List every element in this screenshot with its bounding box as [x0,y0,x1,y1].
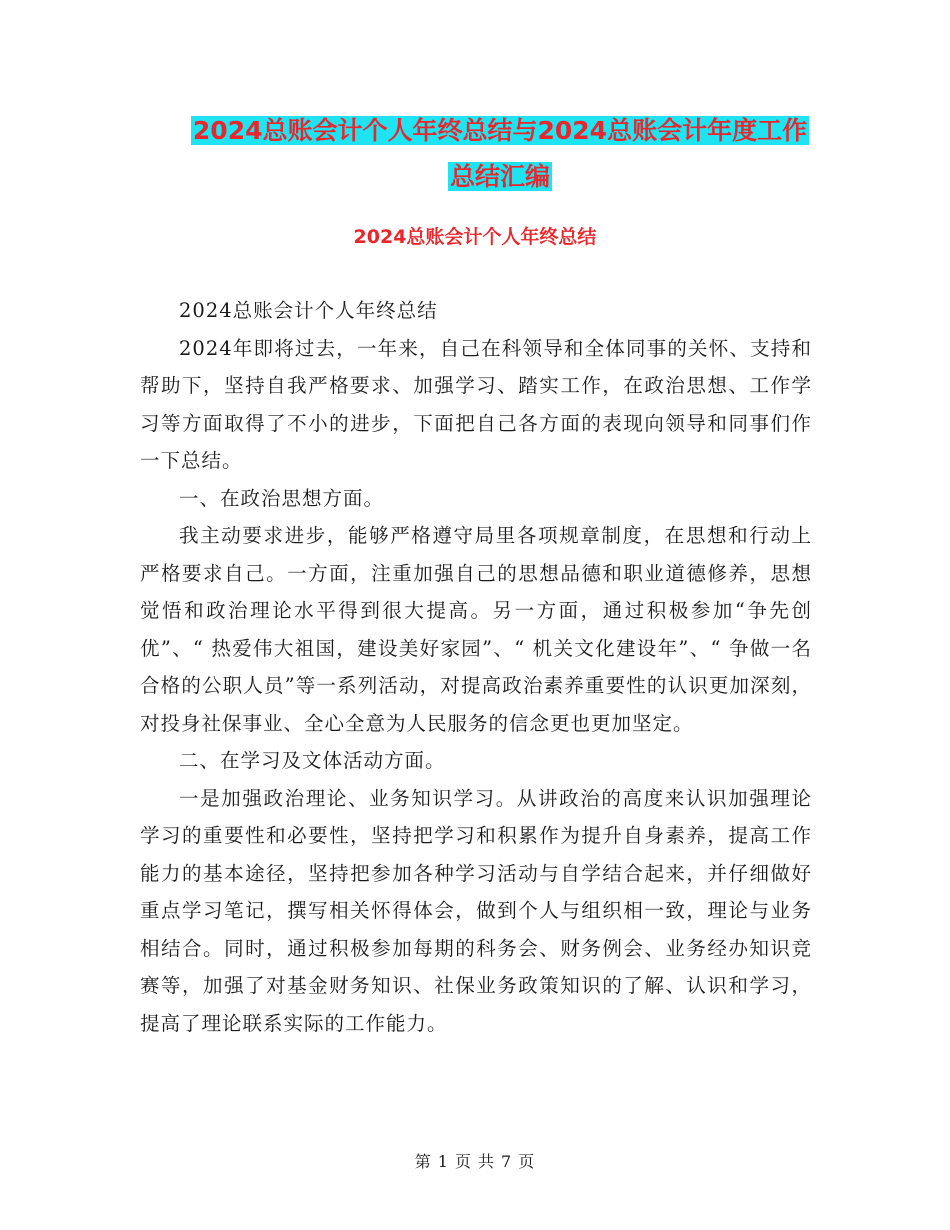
document-title-line-1: 2024总账会计个人年终总结与2024总账会计年度工作 [192,116,808,145]
paragraph-subtitle: 2024总账会计个人年终总结 [179,299,438,322]
paragraph-intro: 2024年即将过去，一年来，自己在科领导和全体同事的关怀、支持和帮助下，坚持自我严格要求、加强学习、踏实工作，在政治思想、工作学习等方面取得了不小的进步，下面把自己各方面的表现向领导和同事们作一下总结。 [140,336,812,472]
heading-study-activities: 二、在学习及文体活动方面。 [179,749,446,772]
paragraph-study-activities: 一是加强政治理论、业务知识学习。从讲政治的高度来认识加强理论学习的重要性和必要性，坚持把学习和积累作为提升自身素养，提高工作能力的基本途径，坚持把参加各种学习活动与自学结合起来，并仔细做好重点学习笔记，撰写相关怀得体会，做到个人与组织相一致，理论与业务相结合。同时，通过积极参加每期的科务会、财务例会、业务经办知识竞赛等，加强了对基金财务知识、社保业务政策知识的了解、认识和学习，提高了理论联系实际的工作能力。 [140,786,812,1035]
footer-suffix: 页 [518,1152,536,1171]
footer-page-word: 页 [454,1152,472,1171]
heading-political-thought: 一、在政治思想方面。 [179,486,385,510]
footer-total-word: 共 [478,1152,496,1171]
document-title-line-2: 总结汇编 [449,162,550,191]
document-title [140,108,860,200]
footer-current-page: 1 [437,1152,449,1171]
section-title: 2024总账会计个人年终总结 [353,226,597,248]
footer-total-pages: 7 [501,1152,513,1171]
page-footer [0,1150,950,1174]
paragraph-political-thought: 我主动要求进步，能够严格遵守局里各项规章制度，在思想和行动上严格要求自己。一方面，注重加强自己的思想品德和职业道德修养，思想觉悟和政治理论水平得到很大提高。另一方面，通过积极参加“争先创优”、“ 热爱伟大祖国，建设美好家园”、“ 机关文化建设年”、“ 争做一名合格的公职人员”等一系列活动，对提高政治素养重要性的认识更加深刻，对投身社保事业、全心全意为人民服务的信念更也更加坚定。 [140,524,812,735]
document-body [140,292,812,1042]
footer-prefix: 第 [414,1152,432,1171]
